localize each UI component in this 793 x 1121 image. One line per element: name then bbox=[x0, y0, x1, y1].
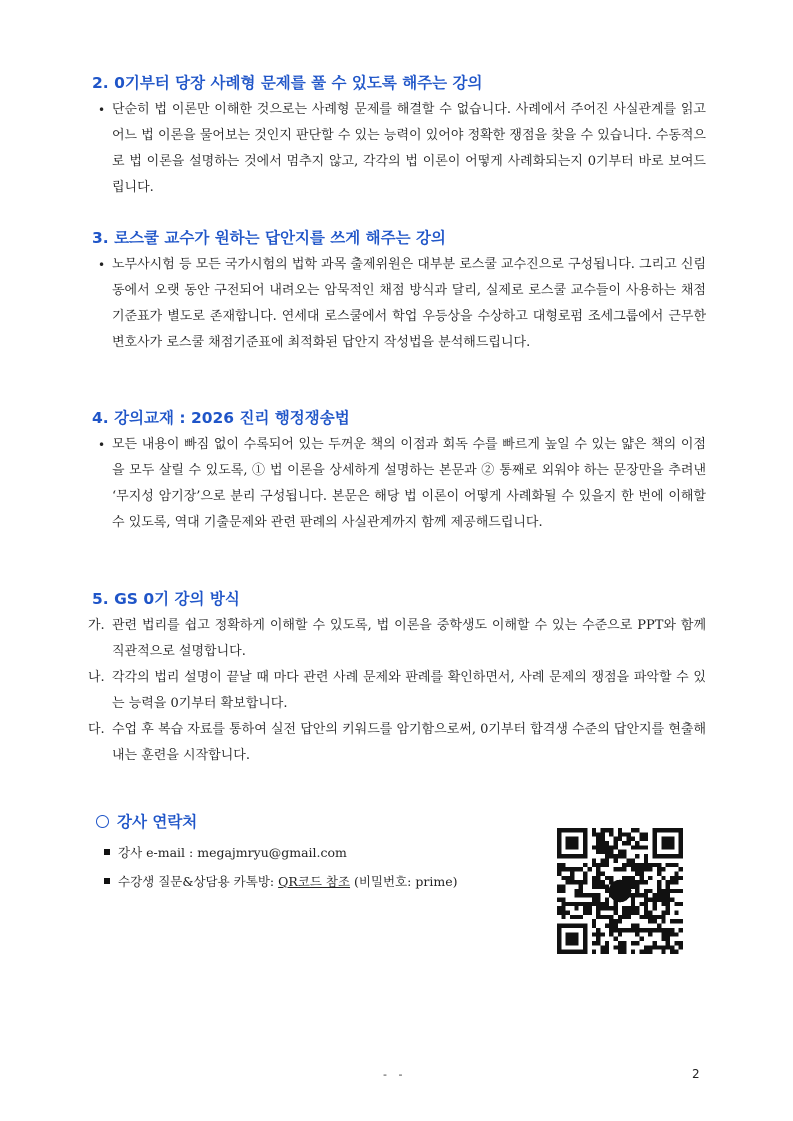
qr-code-icon[interactable] bbox=[555, 828, 685, 954]
footer-dash: - - bbox=[383, 1068, 407, 1081]
contact-kakao-line bbox=[104, 872, 457, 890]
contact-title-text: 강사 연락처 bbox=[117, 813, 198, 831]
square-bullet-icon bbox=[104, 849, 110, 855]
section-2 bbox=[92, 72, 706, 201]
section-5-list bbox=[88, 613, 706, 769]
bullet-icon: • bbox=[98, 258, 106, 272]
list-item bbox=[88, 613, 706, 665]
section-4-heading: 4. 강의교재 : 2026 진리 행정쟁송법 bbox=[92, 409, 350, 427]
circle-icon bbox=[96, 815, 109, 828]
email-label: 강사 e-mail : bbox=[118, 845, 198, 860]
list-item-text: 수업 후 복습 자료를 통하여 실전 답안의 키워드를 암기함으로써, 0기부터 합격생 수준의 답안지를 현출해내는 훈련을 시작합니다. bbox=[112, 722, 706, 763]
square-bullet-icon bbox=[104, 878, 110, 884]
section-2-heading: 2. 0기부터 당장 사례형 문제를 풀 수 있도록 해주는 강의 bbox=[92, 74, 483, 92]
list-marker: 다. bbox=[88, 722, 105, 737]
contact-email-line bbox=[104, 843, 347, 861]
list-item-text: 각각의 법리 설명이 끝날 때 마다 관련 사례 문제와 판례를 확인하면서, 사례 문제의 쟁점을 파악할 수 있는 능력을 0기부터 확보합니다. bbox=[112, 670, 706, 711]
list-item-text: 관련 법리를 쉽고 정확하게 이해할 수 있도록, 법 이론을 중학생도 이해할 수 있는 수준으로 PPT와 함께 직관적으로 설명합니다. bbox=[112, 618, 706, 659]
section-4-bullet bbox=[92, 432, 706, 536]
bullet-icon: • bbox=[98, 103, 106, 117]
contact-title bbox=[96, 810, 197, 832]
kakao-password-note: (비밀번호: prime) bbox=[350, 874, 458, 889]
section-5 bbox=[88, 588, 706, 769]
list-marker: 가. bbox=[88, 618, 105, 633]
list-item bbox=[88, 717, 706, 769]
section-4 bbox=[92, 407, 706, 536]
list-marker: 나. bbox=[88, 670, 105, 685]
list-item bbox=[88, 665, 706, 717]
section-3-heading: 3. 로스쿨 교수가 원하는 답안지를 쓰게 해주는 강의 bbox=[92, 229, 446, 247]
kakao-label: 수강생 질문&상담용 카톡방: bbox=[118, 874, 279, 889]
section-3-bullet bbox=[92, 252, 706, 356]
section-4-text: 모든 내용이 빠짐 없이 수록되어 있는 두꺼운 책의 이점과 회독 수를 빠르게 높일 수 있는 얇은 책의 이점을 모두 살릴 수 있도록, ① 법 이론을 상세하게 설명하는 본문과 ② 통째로 외워야 하는 문장만을 추려낸 ‘무지성 암기장’으로 분리 구성됩니다. 본문은 해당 법 이론이 어떻게 사례화될 수 있을지 한 번에 이해할 수 있도록, 역대 기출문제와 관련 판례의 사실관계까지 함께 제공해드립니다. bbox=[112, 437, 706, 530]
bullet-icon: • bbox=[98, 438, 106, 452]
page-number: 2 bbox=[692, 1067, 700, 1081]
section-3 bbox=[92, 227, 706, 356]
section-2-bullet bbox=[92, 97, 706, 201]
section-2-text: 단순히 법 이론만 이해한 것으로는 사례형 문제를 해결할 수 없습니다. 사례에서 주어진 사실관계를 읽고 어느 법 이론을 물어보는 것인지 판단할 수 있는 능력이 있어야 정확한 쟁점을 찾을 수 있습니다. 수동적으로 법 이론을 설명하는 것에서 멈추지 않고, 각각의 법 이론이 어떻게 사례화되는지 0기부터 바로 보여드립니다. bbox=[112, 102, 706, 195]
email-address[interactable]: megajmryu@gmail.com bbox=[197, 845, 347, 860]
qr-reference-link[interactable]: QR코드 참조 bbox=[278, 874, 351, 889]
section-5-heading: 5. GS 0기 강의 방식 bbox=[92, 590, 240, 608]
section-3-text: 노무사시험 등 모든 국가시험의 법학 과목 출제위원은 대부분 로스쿨 교수진으로 구성됩니다. 그리고 신림동에서 오랫 동안 구전되어 내려오는 암묵적인 채점 방식과 달리, 실제로 로스쿨 교수들이 사용하는 채점기준표가 별도로 존재합니다. 연세대 로스쿨에서 학업 우등상을 수상하고 대형로펌 조세그룹에서 근무한 변호사가 로스쿨 채점기준표에 최적화된 답안지 작성법을 분석해드립니다. bbox=[112, 257, 706, 350]
